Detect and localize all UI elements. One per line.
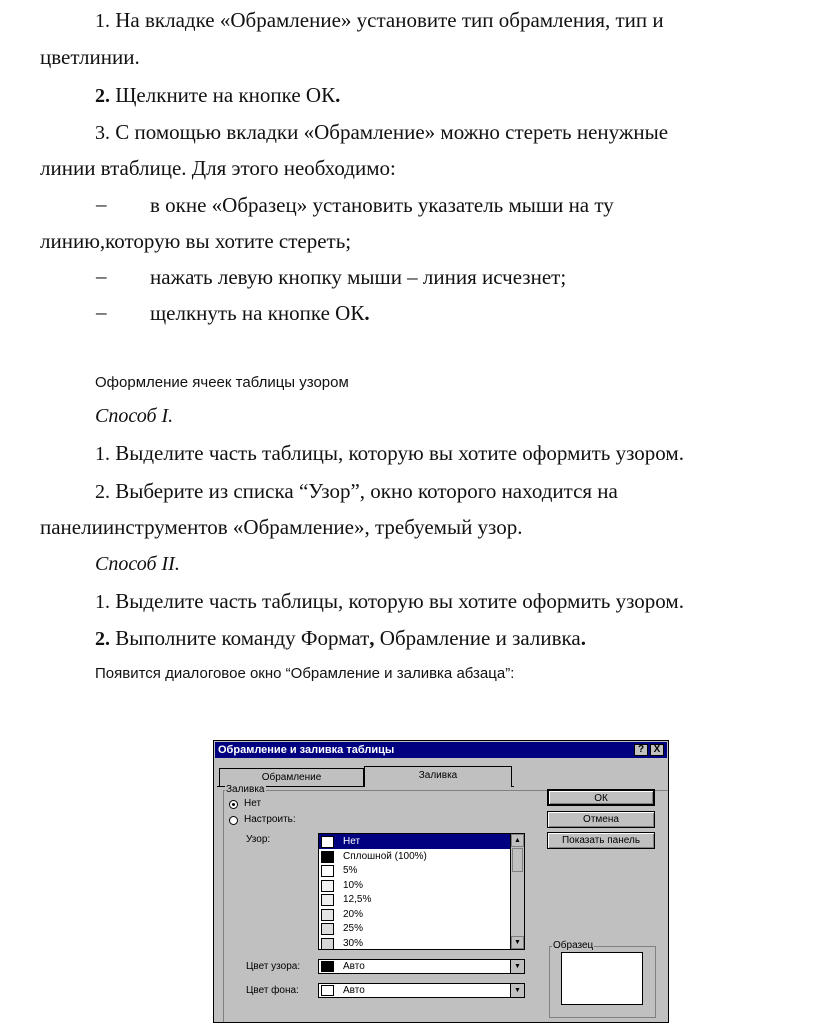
cancel-button[interactable]: Отмена: [547, 811, 655, 828]
method-1-step-1: [95, 440, 684, 467]
pattern-color-select[interactable]: [318, 959, 525, 974]
step-comma: ,: [369, 626, 375, 650]
bg-color-value: Авто: [343, 985, 365, 996]
bullet-text: щелкнуть на кнопке ОК: [150, 301, 365, 325]
scroll-thumb[interactable]: [512, 848, 523, 872]
pattern-swatch: [321, 851, 334, 863]
pattern-color-value: Авто: [343, 961, 365, 972]
pattern-option[interactable]: [319, 907, 510, 922]
pattern-swatch: [321, 880, 334, 892]
pattern-listbox[interactable]: [318, 833, 525, 950]
bg-color-label: Цвет фона:: [246, 985, 299, 996]
dropdown-arrow-icon[interactable]: ▼: [510, 960, 524, 973]
method-2-step-1: [95, 588, 684, 615]
method-1-step-2-line-2: панелиинструментов «Обрамление», требуемый узор.: [40, 515, 523, 539]
method-2-step-2: [95, 625, 586, 652]
pattern-swatch: [321, 938, 334, 950]
bullet-2: нажать левую кнопку мыши – линия исчезнет;: [150, 265, 567, 289]
pattern-option-label: 20%: [343, 908, 364, 920]
pattern-color-label: Цвет узора:: [246, 961, 301, 972]
pattern-option[interactable]: [319, 863, 510, 878]
paragraph-3-line-1: [95, 119, 668, 146]
bullet-1-line-2: линию,которую вы хотите стереть;: [40, 229, 352, 253]
step-text: С помощью вкладки «Обрамление» можно стереть ненужные: [110, 120, 669, 144]
pattern-option[interactable]: [319, 892, 510, 907]
scroll-down-icon[interactable]: ▼: [511, 936, 524, 949]
bullet-dash: –: [96, 264, 107, 288]
pattern-option[interactable]: [319, 936, 510, 951]
pattern-label: Узор:: [246, 834, 271, 845]
tab-shading[interactable]: Заливка: [364, 766, 512, 787]
pattern-option-label: 5%: [343, 865, 358, 876]
dropdown-arrow-icon[interactable]: ▼: [510, 984, 524, 997]
step-number: 3.: [95, 122, 110, 144]
paragraph-2: [95, 82, 340, 109]
pattern-option-label: 25%: [343, 923, 364, 934]
pattern-swatch: [321, 865, 334, 877]
dialog-caption: Появится диалоговое окно “Обрамление и заливка абзаца”:: [95, 665, 515, 682]
pattern-swatch: [321, 923, 334, 935]
color-swatch: [321, 961, 334, 972]
dialog-titlebar: [215, 742, 667, 758]
step-text: Щелкните на кнопке ОК: [110, 83, 336, 107]
radio-custom[interactable]: [229, 816, 238, 825]
sample-label: Образец: [553, 940, 594, 951]
step-text: Выделите часть таблицы, которую вы хотите оформить узором.: [110, 589, 684, 613]
pattern-option[interactable]: [319, 849, 510, 864]
radio-none-label: Нет: [244, 798, 262, 809]
dialog-title: Обрамление и заливка таблицы: [218, 744, 395, 756]
bullet-dash: –: [96, 300, 107, 324]
pattern-option-label: 10%: [343, 879, 364, 891]
close-button[interactable]: X: [650, 744, 664, 756]
radio-custom-label: Настроить:: [244, 814, 296, 825]
paragraph-1-line-1: [95, 7, 664, 34]
tab-divider: [512, 786, 514, 787]
step-text: Выполните команду Формат: [110, 626, 370, 650]
pattern-option[interactable]: [319, 878, 510, 893]
step-text-rest: Обрамление и заливка: [374, 626, 581, 650]
bg-color-select[interactable]: [318, 983, 525, 998]
bullet-dash: –: [96, 192, 107, 216]
step-text: На вкладке «Обрамление» установите тип обрамления, тип и: [110, 8, 664, 32]
bullet-end: .: [364, 301, 370, 325]
step-number: 1.: [95, 443, 110, 465]
pattern-option[interactable]: [319, 834, 510, 849]
pattern-option-label: Нет: [343, 836, 361, 847]
help-button[interactable]: ?: [634, 744, 648, 756]
paragraph-1-line-2: цветлинии.: [40, 45, 140, 69]
pattern-option-label: Сплошной (100%): [343, 850, 427, 862]
pattern-swatch: [321, 909, 334, 921]
step-number: 2.: [95, 481, 110, 503]
method-1-step-2-line-1: [95, 478, 618, 505]
radio-none[interactable]: [229, 800, 238, 809]
step-text: Выберите из списка “Узор”, окно которого находится на: [110, 479, 618, 503]
sample-preview: [561, 952, 643, 1005]
section-heading: Оформление ячеек таблицы узором: [95, 374, 349, 391]
step-end: .: [580, 626, 586, 650]
step-number: 2.: [95, 85, 110, 107]
step-number: 1.: [95, 10, 110, 32]
ok-button[interactable]: ОК: [547, 789, 655, 806]
pattern-option-label: 30%: [343, 937, 364, 949]
pattern-option[interactable]: [319, 921, 510, 936]
pattern-scrollbar[interactable]: [510, 834, 524, 949]
color-swatch: [321, 985, 334, 996]
bullet-1-line-1: в окне «Образец» установить указатель мыши на ту: [150, 193, 614, 217]
scroll-up-icon[interactable]: ▲: [511, 834, 524, 847]
pattern-swatch: [321, 836, 334, 848]
step-text: Выделите часть таблицы, которую вы хотите оформить узором.: [110, 441, 684, 465]
pattern-swatch: [321, 894, 334, 906]
method-1-title: Способ I.: [95, 405, 174, 427]
borders-shading-dialog: [213, 740, 669, 1023]
bullet-3: [150, 300, 370, 326]
step-end: .: [335, 83, 341, 107]
tab-borders[interactable]: Обрамление: [219, 768, 364, 786]
show-panel-button[interactable]: Показать панель: [547, 832, 655, 849]
method-2-title: Способ II.: [95, 553, 180, 575]
shading-group-label: Заливка: [226, 784, 265, 795]
step-number: 1.: [95, 591, 110, 613]
pattern-option-label: 12,5%: [343, 894, 372, 905]
step-number: 2.: [95, 628, 110, 650]
paragraph-3-line-2: линии втаблице. Для этого необходимо:: [40, 156, 396, 180]
